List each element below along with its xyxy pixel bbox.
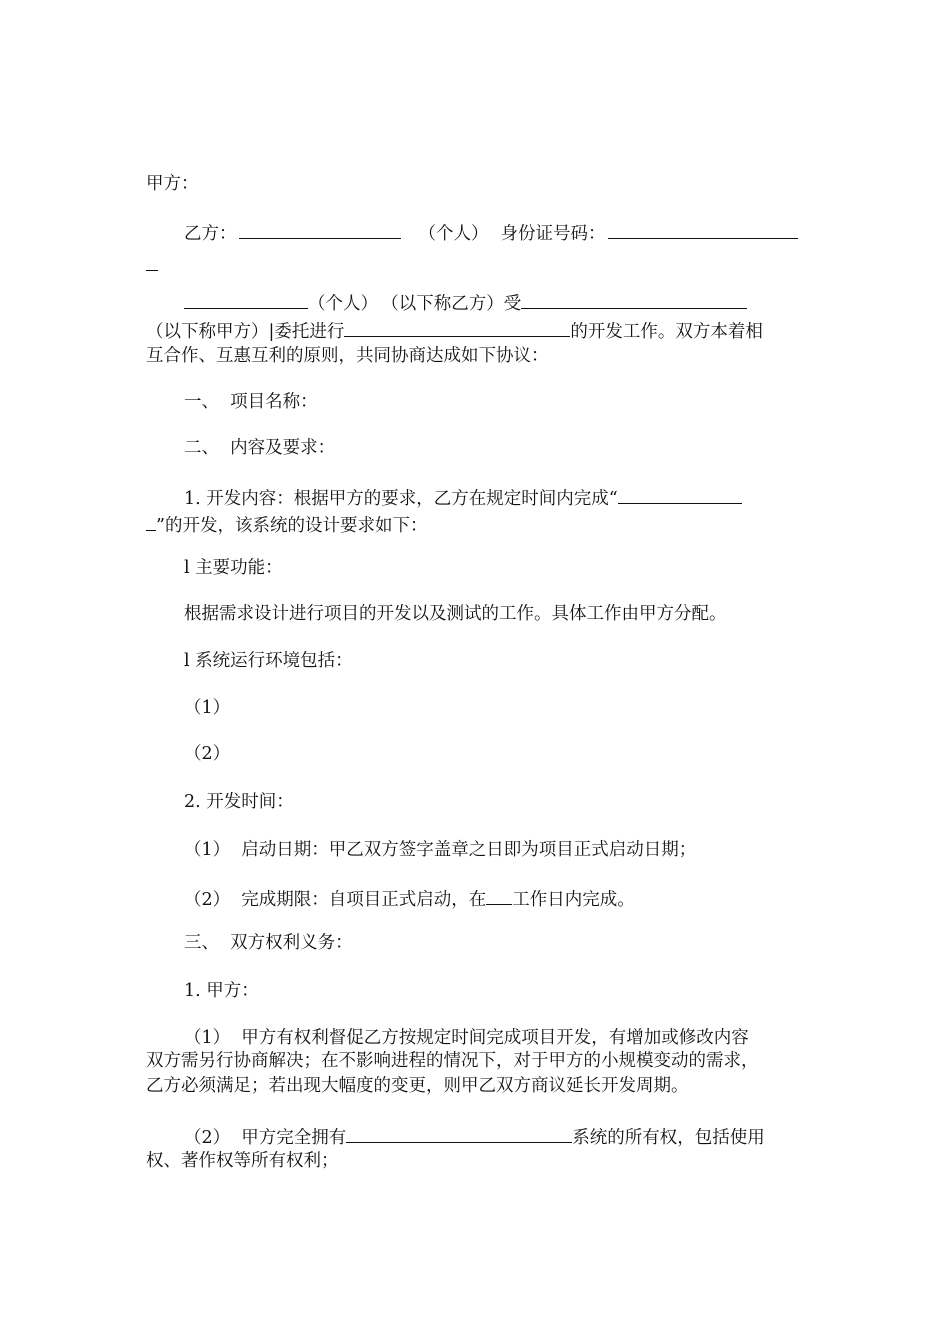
main-function-title: l 主要功能： [184,558,283,578]
section-1-title: 一、 项目名称： [184,392,318,412]
main-function-description: 根据需求设计进行项目的开发以及测试的工作。具体工作由甲方分配。 [184,604,727,624]
party-b-individual: （个人） [418,223,489,244]
project-blank [344,320,570,337]
dev-content-text: 1. 开发内容：根据甲方的要求，乙方在规定时间内完成“ [184,488,618,509]
intro-line-1 [184,292,747,313]
party-b-label: 乙方： [184,223,237,244]
intro-dev-work: 的开发工作。双方本着相 [570,321,763,342]
id-number-label: 身份证号码： [500,223,606,244]
party-a-name-blank [184,292,308,309]
id-number-blank [608,222,798,239]
party-a-label: 甲方： [146,174,199,194]
intro-line-2 [146,320,763,341]
runtime-env-title: l 系统运行环境包括： [184,651,353,671]
right-2-line-1 [184,1126,765,1147]
intro-individual: （个人） [308,293,378,314]
start-date-clause: （1） 启动日期：甲乙双方签字盖章之日即为项目正式启动日期； [184,840,697,860]
runtime-env-item-1: （1） [184,698,231,718]
dev-content-text-2: ”的开发，该系统的设计要求如下： [156,515,428,536]
runtime-env-item-2: （2） [184,744,231,764]
id-number-blank-continued [146,254,158,275]
dev-content-line-1 [184,487,742,508]
party-a-rights-title: 1. 甲方： [184,981,259,1001]
right-2-text-1: （2） 甲方完全拥有 [184,1127,347,1148]
dev-content-line-2 [146,514,427,535]
intro-hereinafter-a: （以下称甲方）|委托进行 [146,321,345,342]
section-2-title: 二、 内容及要求： [184,438,336,458]
deadline-text-2: 工作日内完成。 [512,889,635,910]
working-days-blank [486,888,512,905]
intro-line-3: 互合作、互惠互利的原则，共同协商达成如下协议： [146,346,549,366]
party-b-line [184,222,798,243]
intro-hereinafter-b: （以下称乙方）受 [390,293,522,314]
system-name-blank-tail [146,514,156,531]
dev-time-title: 2. 开发时间： [184,792,294,812]
right-1-line-2: 双方需另行协商解决；在不影响进程的情况下，对于甲方的小规模变动的需求， [146,1051,759,1071]
right-2-line-2: 权、著作权等所有权利； [146,1151,339,1171]
party-b-name-blank [239,222,401,239]
id-number-blank-tail [146,254,158,271]
right-2-text-2: 系统的所有权，包括使用 [572,1127,765,1148]
section-3-title: 三、 双方权利义务： [184,933,353,953]
right-1-line-3: 乙方必须满足；若出现大幅度的变更，则甲乙双方商议延长开发周期。 [146,1076,689,1096]
right-1-line-1: （1） 甲方有权利督促乙方按规定时间完成项目开发，有增加或修改内容 [184,1028,749,1048]
entrusting-party-blank [521,292,747,309]
owned-system-blank [346,1126,572,1143]
deadline-text-1: （2） 完成期限：自项目正式启动，在 [184,889,487,910]
deadline-clause [184,888,635,909]
system-name-blank [618,487,742,504]
